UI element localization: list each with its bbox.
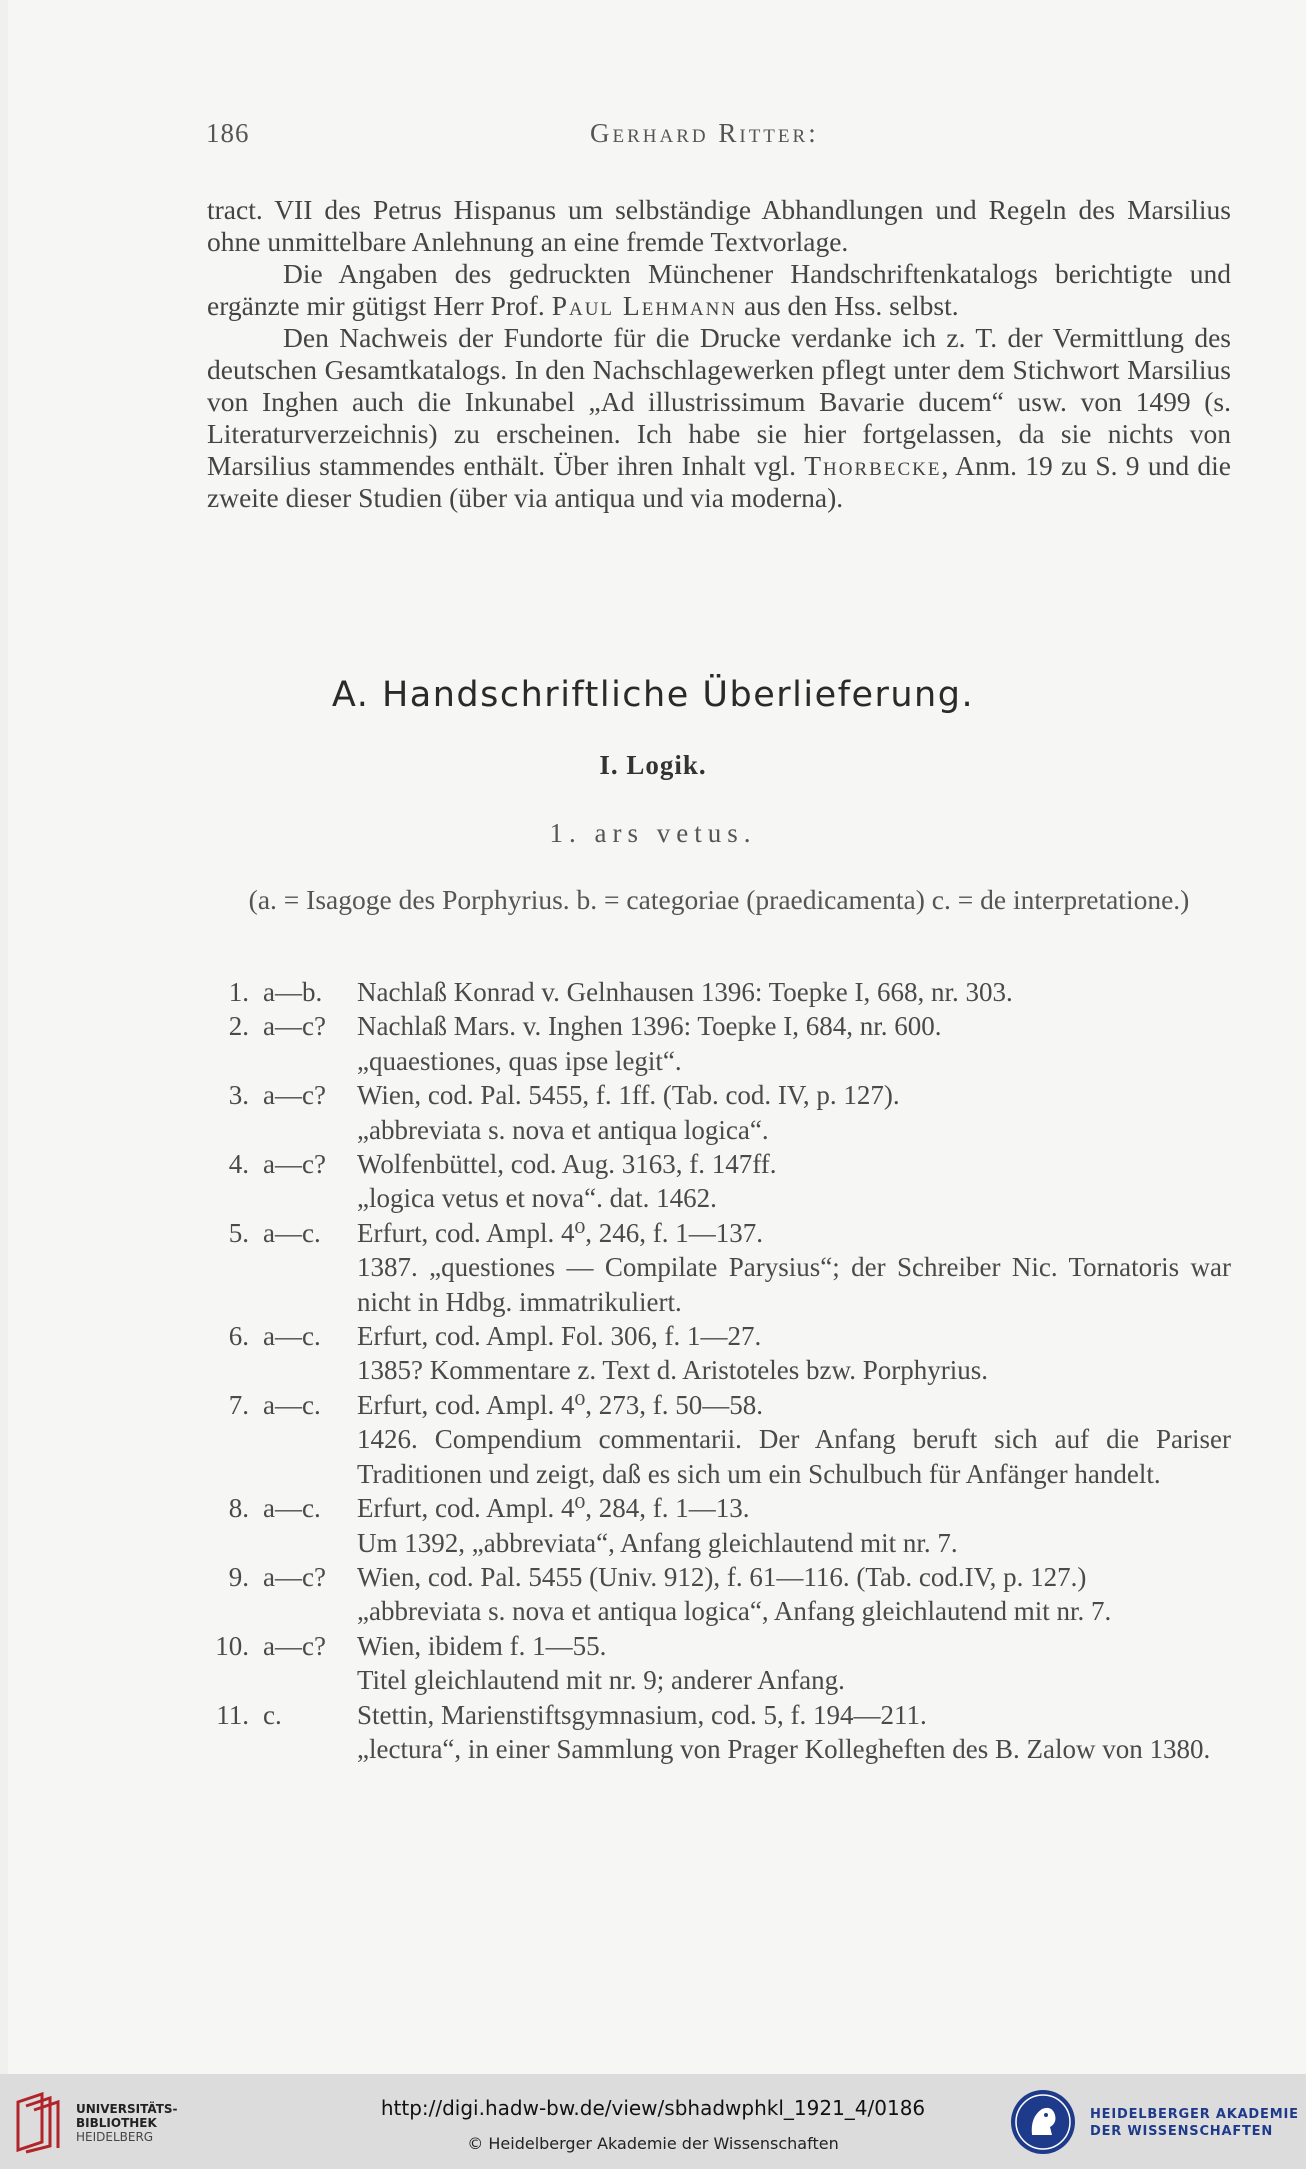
intro-text <box>207 194 1231 514</box>
ub-logo-line-2: BIBLIOTHEK <box>76 2116 157 2130</box>
entry-source: Wolfenbüttel, cod. Aug. 3163, f. 147ff. <box>357 1149 777 1180</box>
entry-category: a—c. <box>263 1321 321 1352</box>
entry-source: Wien, cod. Pal. 5455, f. 1ff. (Tab. cod. IV, p. 127). <box>357 1080 900 1111</box>
author-name: Paul Lehmann <box>551 290 738 321</box>
entry-number: 10. <box>215 1630 249 1661</box>
entry-category: c. <box>263 1699 282 1730</box>
entry-source: Wien, ibidem f. 1—55. <box>357 1630 607 1661</box>
intro-paragraph-2 <box>207 258 1231 322</box>
entry-number: 8. <box>228 1493 249 1524</box>
entry-note: Titel gleichlautend mit nr. 9; anderer Anfang. <box>357 1665 845 1696</box>
entry-category: a—c. <box>263 1493 321 1524</box>
entry-category: a—c? <box>263 1630 326 1661</box>
entry-source: Nachlaß Konrad v. Gelnhausen 1396: Toepke I, 668, nr. 303. <box>357 977 1013 1007</box>
entry-number: 1. <box>228 977 249 1007</box>
section-heading: A. Handschriftliche Überlieferung. <box>331 675 975 715</box>
text-run: , Anm. 19 zu S. 9 und die zweite dieser Studien (über via antiqua und via moderna). <box>207 450 1231 513</box>
entry-number: 4. <box>228 1149 249 1180</box>
text-run: tract. VII des Petrus Hispanus um selbständige Abhandlungen und Regeln des Marsilius ohne unmittelbare Anlehnung an eine fremde Textvorlage. <box>207 194 1231 257</box>
entry-number: 7. <box>228 1389 249 1420</box>
list-item <box>207 1698 1231 1767</box>
copyright-notice: © Heidelberger Akademie der Wissenschaften <box>467 2134 839 2153</box>
author-name: Thorbecke <box>804 450 942 481</box>
entry-source: Stettin, Marienstiftsgymnasium, cod. 5, f. 194—211. <box>357 1699 927 1730</box>
page-number: 186 <box>206 118 250 148</box>
sub-sub-heading: 1. ars vetus. <box>549 818 757 848</box>
entry-note: „lectura“, in einer Sammlung von Prager Kollegheften des B. Zalow von 1380. <box>357 1733 1211 1764</box>
entry-number: 6. <box>228 1321 249 1352</box>
sub-heading: I. Logik. <box>599 750 707 780</box>
list-item <box>207 975 1231 1009</box>
list-item <box>207 1216 1231 1319</box>
entry-category: a—c? <box>263 1080 326 1111</box>
entry-note: Um 1392, „abbreviata“, Anfang gleichlautend mit nr. 7. <box>357 1527 958 1558</box>
list-item <box>207 1009 1231 1078</box>
entry-note: „logica vetus et nova“. dat. 1462. <box>357 1183 717 1214</box>
entry-note: „abbreviata s. nova et antiqua logica“, Anfang gleichlautend mit nr. 7. <box>357 1596 1112 1627</box>
list-item <box>207 1388 1231 1491</box>
text-run: Den Nachweis der Fundorte für die Drucke verdanke ich z. T. der Vermittlung des deutschen Gesamtkatalogs. In den Nachschlagewerken pflegt unter dem Stichwort Marsilius von Inghen auch die Inkunabel „Ad illustrissimum Bavarie ducem“ usw. von 1499 (s. Literaturverzeichnis) zu erscheinen. Ich habe sie hier fortgelassen, da sie nichts von Marsilius stammendes enthält. Über ihren Inhalt vgl. <box>207 322 1231 481</box>
entry-category: a—b. <box>263 977 323 1007</box>
list-item <box>207 1491 1231 1560</box>
entry-source: Erfurt, cod. Ampl. 4⁰, 284, f. 1—13. <box>357 1493 750 1524</box>
entry-category: a—c. <box>263 1389 321 1420</box>
entry-note: „abbreviata s. nova et antiqua logica“. <box>357 1114 769 1145</box>
entry-note: „quaestiones, quas ipse legit“. <box>357 1045 682 1076</box>
footer-bar <box>0 2074 1306 2169</box>
hawk-seal-logo-icon <box>1008 2087 1078 2157</box>
permalink-url[interactable]: http://digi.hadw-bw.de/view/sbhadwphkl_1921_4/0186 <box>380 2096 926 2120</box>
entry-note: 1387. „questiones — Compilate Parysius“; der Schreiber Nic. Tornatoris war nicht in Hdbg. immatrikuliert. <box>357 1252 1231 1317</box>
entry-source: Erfurt, cod. Ampl. 4⁰, 273, f. 50—58. <box>357 1389 764 1420</box>
entry-number: 9. <box>228 1561 249 1592</box>
text-run: aus den Hss. selbst. <box>737 290 959 321</box>
hawk-logo-text <box>1090 2106 1299 2140</box>
hawk-logo-line-2: DER WISSENSCHAFTEN <box>1090 2124 1274 2139</box>
entry-source: Wien, cod. Pal. 5455 (Univ. 912), f. 61—116. (Tab. cod.IV, p. 127.) <box>357 1561 1087 1592</box>
manuscript-list <box>207 975 1231 1766</box>
list-item <box>207 1147 1231 1216</box>
entry-number: 5. <box>228 1217 249 1248</box>
entry-category: a—c? <box>263 1011 326 1042</box>
text-run: Die Angaben des gedruckten Münchener Handschriftenkatalogs berichtigte und ergänzte mir gütigst Herr Prof. <box>207 258 1231 321</box>
intro-paragraph-1 <box>207 194 1231 258</box>
entry-category: a—c? <box>263 1561 326 1592</box>
list-item <box>207 1560 1231 1629</box>
entry-category: a—c. <box>263 1217 321 1248</box>
list-item <box>207 1629 1231 1698</box>
abbreviation-legend: (a. = Isagoge des Porphyrius. b. = categoriae (praedicamenta) c. = de interpretatione.) <box>248 884 1190 915</box>
entry-source: Erfurt, cod. Ampl. Fol. 306, f. 1—27. <box>357 1321 762 1352</box>
entry-source: Nachlaß Mars. v. Inghen 1396: Toepke I, 684, nr. 600. <box>357 1011 942 1042</box>
entry-number: 3. <box>228 1080 249 1111</box>
hawk-logo-line-1: HEIDELBERGER AKADEMIE <box>1090 2107 1299 2122</box>
entry-note: 1426. Compendium commentarii. Der Anfang beruft sich auf die Pariser Traditionen und zeigt, daß es sich um ein Schulbuch für Anfänger handelt. <box>357 1424 1231 1489</box>
list-item <box>207 1319 1231 1388</box>
ub-logo-line-1: UNIVERSITÄTS- <box>76 2102 178 2116</box>
entry-note: 1385? Kommentare z. Text d. Aristoteles bzw. Porphyrius. <box>357 1355 988 1386</box>
running-head-title: Gerhard Ritter: <box>590 118 819 148</box>
ub-logo-line-3: HEIDELBERG <box>76 2130 154 2144</box>
running-head <box>0 118 1306 158</box>
entry-number: 2. <box>228 1011 249 1042</box>
entry-number: 11. <box>216 1699 249 1730</box>
entry-category: a—c? <box>263 1149 326 1180</box>
intro-paragraph-3 <box>207 322 1231 514</box>
entry-source: Erfurt, cod. Ampl. 4⁰, 246, f. 1—137. <box>357 1217 764 1248</box>
list-item <box>207 1078 1231 1147</box>
